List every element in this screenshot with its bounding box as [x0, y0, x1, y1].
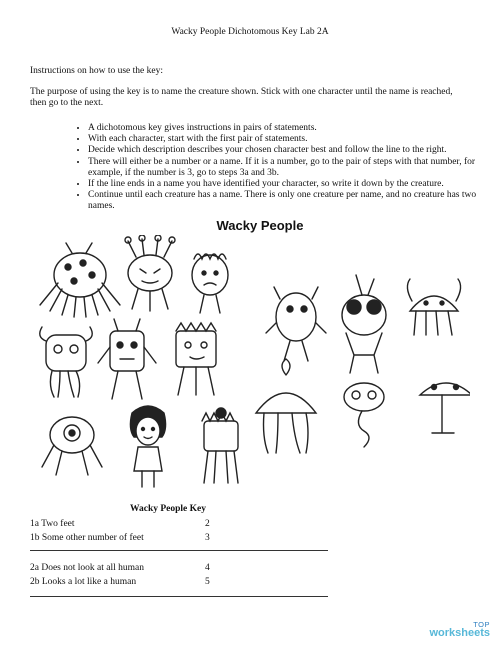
- instruction-item: • With each character, start with the first pair of statements.: [88, 134, 488, 145]
- section-heading: Wacky People: [216, 218, 304, 233]
- creature-tentacle-jelly: [407, 279, 460, 335]
- creature-antenna-head: [125, 235, 175, 311]
- key-step-text: 1a Two feet: [30, 519, 75, 529]
- key-step-text: 2b Looks a lot like a human: [30, 577, 137, 587]
- creature-tentacle-face: [40, 327, 93, 397]
- brand-top: TOP: [473, 619, 490, 629]
- key-step-target: 4: [205, 563, 210, 573]
- creature-fuzzy-cylinder: [202, 408, 238, 483]
- key-title: Wacky People Key: [130, 504, 206, 514]
- key-divider: [30, 550, 328, 551]
- creature-spotted-bug: [40, 243, 120, 317]
- creature-mushroom: [420, 383, 470, 433]
- key-step-text: 1b Some other number of feet: [30, 533, 144, 543]
- key-step-target: 5: [205, 577, 210, 587]
- instruction-item: • Decide which description describes your chosen character best and follow the line to the right.: [88, 145, 488, 156]
- creature-fly-head: [342, 275, 386, 373]
- creature-eyestalk: [344, 383, 384, 447]
- creature-umbrella-creature: [256, 359, 316, 453]
- creatures-illustration: [28, 235, 470, 497]
- purpose-paragraph: The purpose of using the key is to name the creature shown. Stick with one character until the name is reached, then go to the next.: [30, 87, 453, 108]
- creature-human: [130, 406, 165, 487]
- instructions-heading: Instructions on how to use the key:: [30, 66, 163, 76]
- instruction-item: • If the line ends in a name you have identified your character, so write it down by the creature.: [88, 179, 488, 190]
- creature-spiky-head: [176, 323, 216, 395]
- creature-tall-robot: [98, 319, 156, 399]
- creature-furry-monster: [266, 287, 326, 361]
- page-title: Wacky People Dichotomous Key Lab 2A: [171, 27, 329, 37]
- key-step-target: 2: [205, 519, 210, 529]
- key-step-target: 3: [205, 533, 210, 543]
- instruction-item: • There will either be a number or a name. If it is a number, go to the pair of steps with that number, for example, if the number is 3, go to steps 3a and 3b.: [88, 157, 488, 179]
- instruction-item: • A dichotomous key gives instructions in pairs of statements.: [88, 123, 488, 134]
- key-step-text: 2a Does not look at all human: [30, 563, 144, 573]
- instruction-item: • Continue until each creature has a name. There is only one creature per name, and no creature has two names.: [88, 190, 488, 212]
- instruction-list: [74, 123, 488, 213]
- creature-round-bug: [42, 417, 102, 475]
- key-divider: [30, 596, 328, 597]
- brand-name: worksheets: [429, 627, 490, 639]
- creature-curly-hair: [192, 254, 228, 313]
- brand-logo: [429, 621, 490, 640]
